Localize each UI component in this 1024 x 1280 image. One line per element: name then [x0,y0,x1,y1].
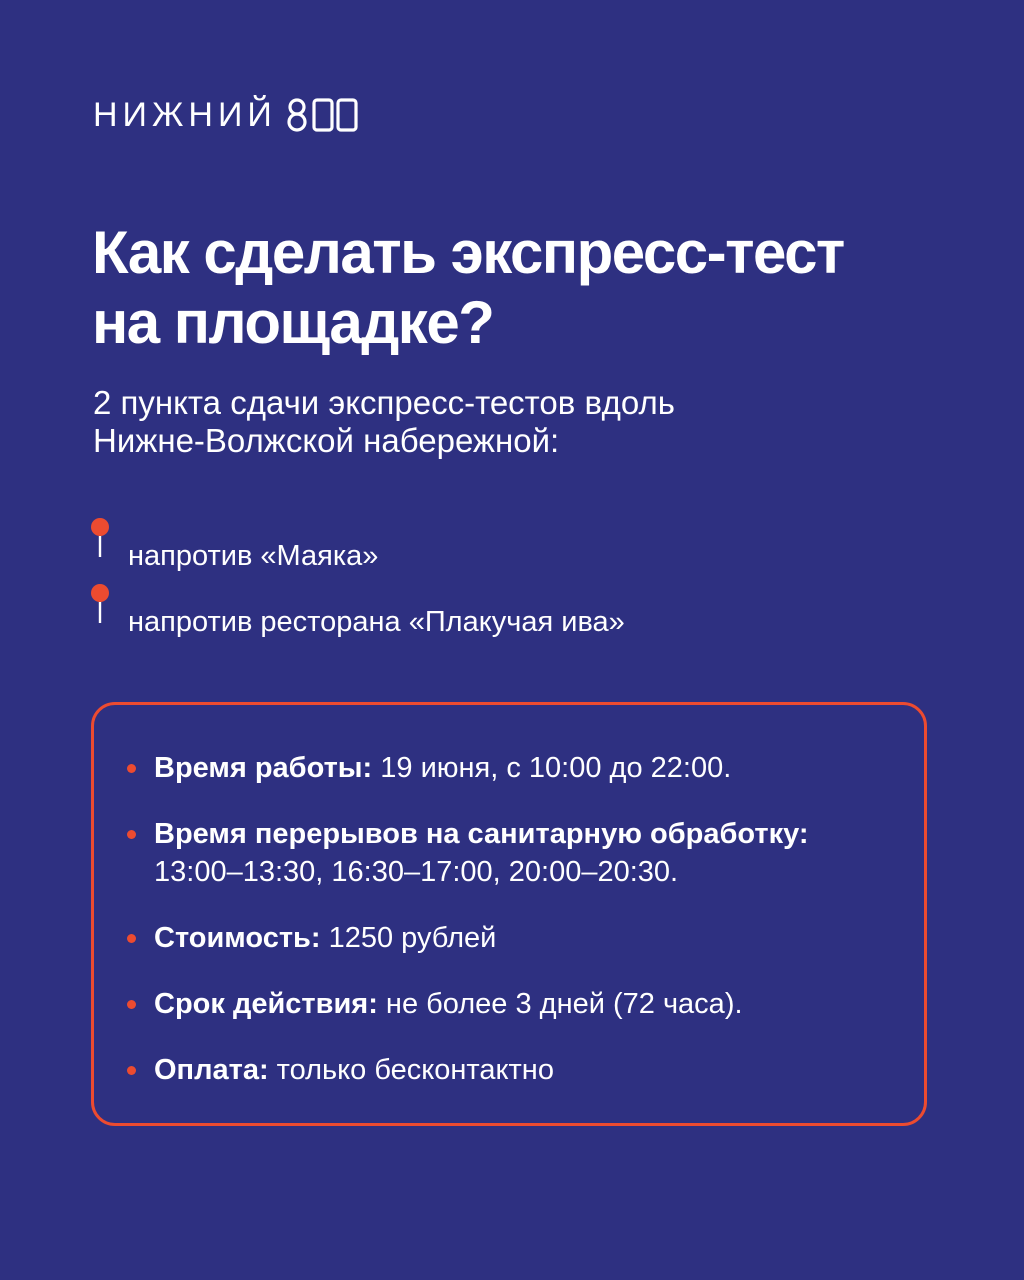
info-item-validity [124,985,904,1023]
info-value: не более 3 дней (72 часа). [377,988,743,1020]
page-title-line-2: на площадке? [92,289,494,356]
info-label: Стоимость: [154,922,321,954]
test-point-label: напротив «Маяка» [128,540,379,572]
logo-text: НИЖНИЙ [93,96,277,134]
subtitle-line-1: 2 пункта сдачи экспресс-тестов вдоль [93,384,675,421]
bullet-dot [127,934,136,943]
info-value: 13:00–13:30, 16:30–17:00, 20:00–20:30. [154,856,679,888]
info-item-payment [124,1051,904,1089]
info-label: Время работы: [154,752,373,784]
bullet-dot [127,830,136,839]
brand-logo [93,98,359,132]
test-points-list [90,515,950,647]
bullet-dot [127,1066,136,1075]
info-item-breaks [124,815,904,891]
info-item-price [124,919,904,957]
test-point-item [90,581,950,647]
info-label: Срок действия: [154,988,378,1020]
map-pin-icon [90,583,110,625]
test-point-label: напротив ресторана «Плакучая ива» [128,606,625,638]
info-box [91,702,927,1126]
subtitle [93,384,953,460]
logo-number-mark [287,98,359,132]
page-title-line-1: Как сделать экспресс-тест [92,219,844,286]
subtitle-line-2: Нижне-Волжской набережной: [93,422,560,459]
page-title [92,218,952,358]
info-item-hours [124,749,904,787]
info-label: Время перерывов на санитарную обработку: [154,818,809,850]
info-label: Оплата: [154,1054,269,1086]
map-pin-icon [90,517,110,559]
bullet-dot [127,1000,136,1009]
info-list [124,749,904,1089]
info-value: 19 июня, с 10:00 до 22:00. [372,752,732,784]
test-point-item [90,515,950,581]
info-value: 1250 рублей [320,922,497,954]
info-value: только бесконтактно [268,1054,554,1086]
bullet-dot [127,764,136,773]
